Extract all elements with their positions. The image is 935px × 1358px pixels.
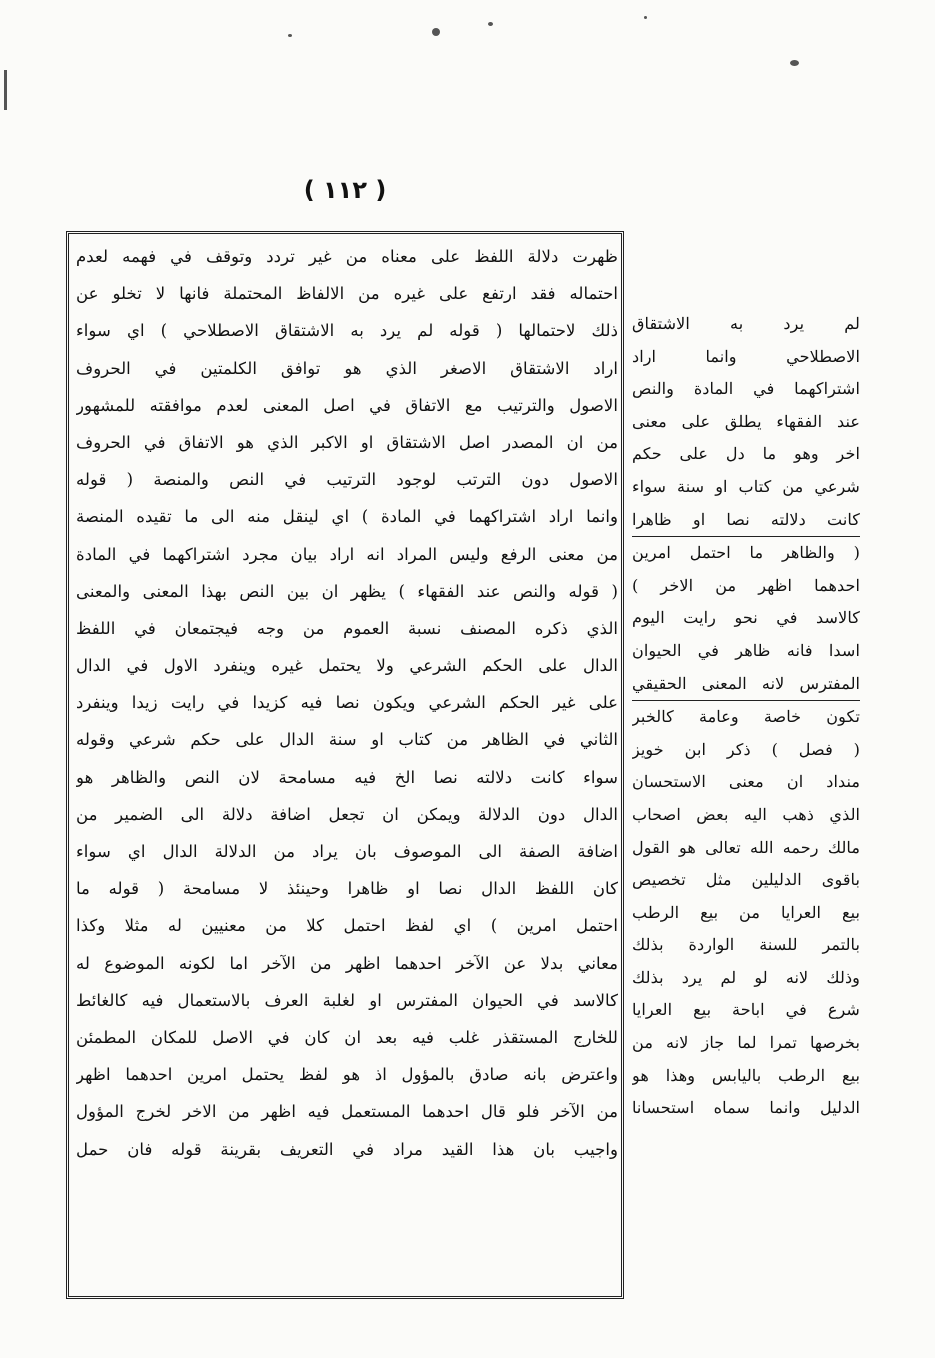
commentary-line: الذي ذكره المصنف نسبة العموم من وجه فيجتمعان في اللفظ [76,618,618,638]
commentary-line: كالاسد في الحيوان المفترس او لغلبة العرف بالاستعمال فيه كالغائط [76,990,618,1010]
commentary-line: وانما اراد اشتراكهما في المادة ) اي لينقل منه الى ما تقيده المنصة [76,507,618,527]
margin-line: شرعي من كتاب او سنة سواء [632,476,860,496]
margin-line: الذي ذهب اليه بعض اصحاب [632,804,860,824]
scan-speck [644,16,647,19]
commentary-line: كان اللفظ الدال نصا او ظاهرا وحينئذ لا مسامحة ( قوله ما [76,879,618,899]
margin-line: مالك رحمه الله تعالى هو القول [632,837,860,857]
margin-line: شرع في اباحة بيع العرايا [632,1000,860,1020]
margin-line: منداد ان معنى الاستحسان [632,772,860,792]
commentary-line: الاصول والترتيب مع الاتفاق في اصل المعنى لعدم موافقته للمشهور [76,395,618,415]
margin-line: اسدا فانه ظاهر في الحيوان [632,640,860,660]
commentary-line: احتماله فقد ارتفع على غيره من الالفاظ المحتملة فانها لا تخلو عن [76,284,618,304]
margin-line: كالاسد في نحو رايت اليوم [632,608,860,628]
commentary-line: واجيب بان هذا القيد مراد في التعريف بقرينة قوله فان حمل [76,1139,618,1159]
commentary-line: اراد الاشتقاق الاصغر الذي هو توافق الكلمتين في الحروف [76,358,618,378]
margin-line: احدهما اظهر من الاخر ) [632,575,860,595]
margin-line: ( والظاهر ما احتمل امرين [632,543,860,563]
margin-line: بيع العرايا من بيع الرطب [632,902,860,922]
scan-speck [432,28,440,36]
margin-line: بخرصها تمرا لما جاز لانه من [632,1033,860,1053]
margin-line: وذلك لانه لو لم يرد بذلك [632,967,860,987]
scan-speck [488,22,493,26]
commentary-line: من الآخر فلو قال احدهما المستعمل فيه اظهر من الاخر لخرج المؤول [76,1102,618,1122]
commentary-line: اضافة الصفة الى الموصوف بان يراد من الدلالة الدال اي سواء [76,842,618,861]
scan-speck [288,34,292,37]
margin-line: لم يرد به الاشتقاق [632,314,860,333]
commentary-line: ظهرت دلالة اللفظ على معناه من غير تردد وتوقف في فهمه لعدم [76,247,618,266]
commentary-line: احتمل امرين ) اي لفظ احتمل كلا من معنيين له مثلا وكذا [76,916,618,936]
commentary-line: الدال دون الدلالة ويمكن ان تجعل اضافة دلالة الى الضمير من [76,804,618,824]
commentary-line: من ان المصدر اصل الاشتقاق او الاكبر الذي هو الاتفاق في الحروف [76,432,618,452]
margin-line: بيع الرطب باليابس وهذا هو [632,1065,860,1085]
commentary-line: للخارج المستقذر غلب فيه بعد ان كان في الاصل للمكان المطمئن [76,1027,618,1047]
margin-line: باقوى الدليلين مثل تخصيص [632,870,860,890]
commentary-line: على غير الحكم الشرعي ويكون نصا فيه كزيدا في رايت زيدا وينفرد [76,693,618,713]
margin-line: عند الفقهاء يطلق على معنى [632,411,860,431]
commentary-line: ( قوله والنص عند الفقهاء ) يظهر ان بين النص بهذا المعنى والمعنى [76,581,618,601]
commentary-line: الثاني في الظاهر من كتاب او سنة الدال على حكم شرعي وقوله [76,730,618,750]
margin-line: اخر وهو ما دل على حكم [632,444,860,464]
page-number: ( ١١٢ ) [303,176,387,204]
commentary-text [76,238,618,1168]
commentary-line: ذلك لاحتمالها ( قوله لم يرد به الاشتقاق الاصطلاحي ) اي سواء [76,321,618,341]
margin-line: كانت دلالته نصا او ظاهرا [632,504,860,538]
margin-line: بالتمر للسنة الواردة بذلك [632,935,860,955]
margin-line: الاصطلاحي وانما اراد [632,346,860,366]
margin-line: ( فصل ) ذكر ابن خويز [632,739,860,759]
margin-line: المفترس لانه المعنى الحقيقي [632,668,860,702]
commentary-line: سواء كانت دلالته نصا الخ فيه مسامحة لان النص والظاهر هو [76,767,618,787]
scan-speck [4,70,7,110]
commentary-line: الاصول دون الترتب لوجود الترتيب في النص والمنصة ( قوله [76,470,618,490]
commentary-line: الدال على الحكم الشرعي ولا يحتمل غيره وينفرد الاول في الدال [76,656,618,676]
commentary-line: واعترض بانه صادق بالمؤول اذ هو لفظ يحتمل امرين احدهما اظهر [76,1065,618,1085]
commentary-line: معاني بدلا عن الآخر احدهما اظهر من الآخر اما لكونه الموضوع له [76,953,618,973]
margin-line: تكون خاصة وعامة كالخبر [632,707,860,727]
margin-text [632,308,860,1125]
margin-line: اشتراكهما في المادة والنص [632,379,860,399]
scan-speck [790,60,799,66]
commentary-line: من معنى الرفع وليس المراد انه اراد بيان مجرد اشتراكهما في المادة [76,544,618,564]
margin-line: الدليل وانما سماه استحسانا [632,1098,860,1118]
